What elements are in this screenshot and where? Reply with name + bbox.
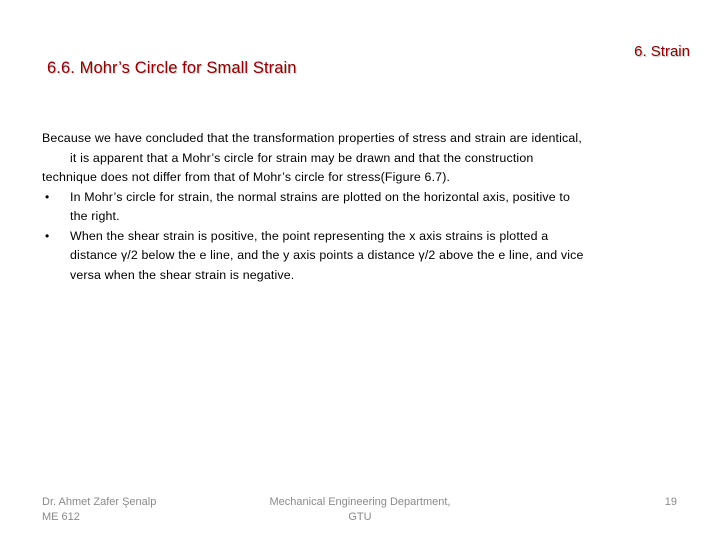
- intro-line: technique does not differ from that of Mohr’s circle for stress(Figure 6.7).: [42, 170, 451, 184]
- bullet-marker: •: [45, 228, 50, 243]
- bullet-line: versa when the shear strain is negative.: [70, 267, 295, 282]
- intro-line: Because we have concluded that the transformation properties of stress and strain are identical,: [42, 131, 582, 145]
- bullet-item: [42, 188, 692, 227]
- bullet-line: distance γ/2 below the e line, and the y axis points a distance γ/2 above the e line, and vice: [70, 248, 584, 262]
- department-name: Mechanical Engineering Department,: [269, 496, 451, 508]
- body-text: [42, 129, 692, 285]
- chapter-label: 6. Strain: [634, 43, 690, 60]
- slide-title: 6.6. Mohr’s Circle for Small Strain: [47, 59, 297, 77]
- page-number-value: 19: [664, 496, 677, 508]
- page-number: [665, 495, 677, 510]
- footer-author: [42, 495, 156, 525]
- bullet-line: the right.: [70, 209, 120, 223]
- course-code: ME 612: [42, 511, 80, 523]
- intro-line: it is apparent that a Mohr’s circle for strain may be drawn and that the construction: [70, 150, 534, 165]
- university-name: GTU: [348, 511, 372, 523]
- footer-department: [268, 495, 452, 525]
- bullet-item: [42, 227, 692, 286]
- bullet-line: When the shear strain is positive, the point representing the x axis strains is plotted a: [70, 228, 549, 243]
- intro-paragraph: [42, 129, 692, 188]
- author-name: Dr. Ahmet Zafer Şenalp: [42, 496, 157, 508]
- bullet-line: In Mohr’s circle for strain, the normal strains are plotted on the horizontal axis, positive to: [70, 189, 571, 204]
- bullet-marker: •: [45, 189, 50, 204]
